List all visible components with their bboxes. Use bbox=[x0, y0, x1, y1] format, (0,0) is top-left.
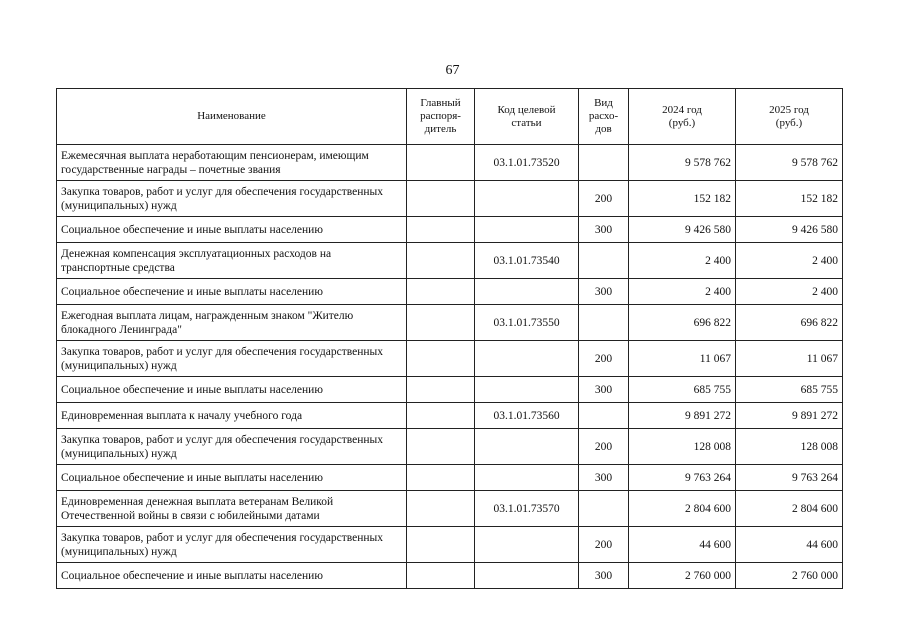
cell-code: 03.1.01.73540 bbox=[475, 243, 579, 279]
cell-type bbox=[579, 305, 629, 341]
cell-name: Ежегодная выплата лицам, награжденным знаком "Жителю блокадного Ленинграда" bbox=[57, 305, 407, 341]
header-code-line: статьи bbox=[511, 116, 542, 129]
header-admin-line: распоря- bbox=[420, 110, 461, 122]
cell-2024: 2 804 600 bbox=[629, 491, 736, 527]
cell-admin bbox=[407, 429, 475, 465]
cell-name: Денежная компенсация эксплуатационных расходов на транспортные средства bbox=[57, 243, 407, 279]
cell-type: 200 bbox=[579, 341, 629, 377]
cell-type: 300 bbox=[579, 563, 629, 589]
cell-2024: 2 400 bbox=[629, 243, 736, 279]
header-year-2024-line: 2024 год bbox=[662, 103, 702, 116]
cell-2025: 2 400 bbox=[736, 279, 843, 305]
cell-2025: 9 763 264 bbox=[736, 465, 843, 491]
cell-code bbox=[475, 377, 579, 403]
cell-type bbox=[579, 243, 629, 279]
cell-type: 300 bbox=[579, 465, 629, 491]
cell-2024: 9 763 264 bbox=[629, 465, 736, 491]
header-code-line: Код целевой bbox=[497, 103, 556, 116]
table-row bbox=[57, 465, 843, 491]
table-row bbox=[57, 145, 843, 181]
cell-name: Социальное обеспечение и иные выплаты населению bbox=[57, 217, 407, 243]
cell-2025: 685 755 bbox=[736, 377, 843, 403]
table-row bbox=[57, 377, 843, 403]
cell-admin bbox=[407, 563, 475, 589]
cell-name: Закупка товаров, работ и услуг для обеспечения государственных (муниципальных) нужд bbox=[57, 527, 407, 563]
cell-type: 300 bbox=[579, 377, 629, 403]
cell-2024: 44 600 bbox=[629, 527, 736, 563]
cell-2025: 9 891 272 bbox=[736, 403, 843, 429]
cell-2025: 152 182 bbox=[736, 181, 843, 217]
cell-code bbox=[475, 465, 579, 491]
cell-type: 200 bbox=[579, 181, 629, 217]
cell-admin bbox=[407, 491, 475, 527]
header-type-line: Вид bbox=[594, 97, 613, 109]
budget-table bbox=[56, 88, 843, 589]
header-year-2024-line: (руб.) bbox=[668, 116, 696, 129]
cell-2025: 9 578 762 bbox=[736, 145, 843, 181]
cell-name: Единовременная выплата к началу учебного года bbox=[57, 403, 407, 429]
table-row bbox=[57, 429, 843, 465]
cell-code: 03.1.01.73560 bbox=[475, 403, 579, 429]
cell-2025: 128 008 bbox=[736, 429, 843, 465]
cell-type: 200 bbox=[579, 429, 629, 465]
cell-name: Социальное обеспечение и иные выплаты населению bbox=[57, 563, 407, 589]
cell-type: 200 bbox=[579, 527, 629, 563]
cell-code bbox=[475, 429, 579, 465]
cell-code: 03.1.01.73550 bbox=[475, 305, 579, 341]
table-row bbox=[57, 491, 843, 527]
cell-type: 300 bbox=[579, 279, 629, 305]
cell-2024: 696 822 bbox=[629, 305, 736, 341]
cell-2025: 2 760 000 bbox=[736, 563, 843, 589]
cell-admin bbox=[407, 527, 475, 563]
header-year-2024 bbox=[629, 89, 736, 145]
cell-2025: 44 600 bbox=[736, 527, 843, 563]
cell-code bbox=[475, 217, 579, 243]
table-row bbox=[57, 181, 843, 217]
cell-name: Закупка товаров, работ и услуг для обеспечения государственных (муниципальных) нужд bbox=[57, 429, 407, 465]
cell-type: 300 bbox=[579, 217, 629, 243]
cell-name: Социальное обеспечение и иные выплаты населению bbox=[57, 377, 407, 403]
cell-admin bbox=[407, 403, 475, 429]
cell-2024: 9 426 580 bbox=[629, 217, 736, 243]
cell-code bbox=[475, 527, 579, 563]
header-admin-line: Главный bbox=[420, 97, 461, 109]
table-row bbox=[57, 341, 843, 377]
header-admin-line: дитель bbox=[424, 123, 457, 135]
cell-2025: 696 822 bbox=[736, 305, 843, 341]
header-admin bbox=[407, 89, 475, 145]
cell-code: 03.1.01.73520 bbox=[475, 145, 579, 181]
cell-admin bbox=[407, 465, 475, 491]
cell-code bbox=[475, 279, 579, 305]
cell-code bbox=[475, 563, 579, 589]
cell-2025: 2 804 600 bbox=[736, 491, 843, 527]
cell-2024: 9 578 762 bbox=[629, 145, 736, 181]
cell-code: 03.1.01.73570 bbox=[475, 491, 579, 527]
table-row bbox=[57, 305, 843, 341]
table-body bbox=[57, 145, 843, 589]
table-row bbox=[57, 527, 843, 563]
header-row bbox=[57, 89, 843, 145]
cell-2024: 11 067 bbox=[629, 341, 736, 377]
header-type bbox=[579, 89, 629, 145]
header-name-text: Наименование bbox=[197, 110, 266, 122]
cell-admin bbox=[407, 305, 475, 341]
cell-2024: 685 755 bbox=[629, 377, 736, 403]
cell-admin bbox=[407, 181, 475, 217]
cell-code bbox=[475, 181, 579, 217]
table-row bbox=[57, 279, 843, 305]
header-year-2025 bbox=[736, 89, 843, 145]
cell-type bbox=[579, 145, 629, 181]
page-number: 67 bbox=[445, 63, 460, 78]
header-code bbox=[475, 89, 579, 145]
cell-admin bbox=[407, 243, 475, 279]
cell-2024: 2 760 000 bbox=[629, 563, 736, 589]
cell-name: Закупка товаров, работ и услуг для обеспечения государственных (муниципальных) нужд bbox=[57, 181, 407, 217]
cell-2024: 128 008 bbox=[629, 429, 736, 465]
cell-2024: 2 400 bbox=[629, 279, 736, 305]
cell-name: Единовременная денежная выплата ветеранам Великой Отечественной войны в связи с юбилейными датами bbox=[57, 491, 407, 527]
cell-admin bbox=[407, 217, 475, 243]
header-year-2025-line: 2025 год bbox=[769, 103, 809, 116]
cell-type bbox=[579, 491, 629, 527]
header-year-2025-line: (руб.) bbox=[775, 116, 803, 129]
table-row bbox=[57, 563, 843, 589]
table-row bbox=[57, 403, 843, 429]
cell-name: Социальное обеспечение и иные выплаты населению bbox=[57, 465, 407, 491]
cell-2025: 11 067 bbox=[736, 341, 843, 377]
table-row bbox=[57, 243, 843, 279]
cell-admin bbox=[407, 145, 475, 181]
cell-name: Социальное обеспечение и иные выплаты населению bbox=[57, 279, 407, 305]
header-type-line: дов bbox=[595, 123, 612, 135]
cell-2024: 152 182 bbox=[629, 181, 736, 217]
table-row bbox=[57, 217, 843, 243]
cell-admin bbox=[407, 377, 475, 403]
header-name bbox=[57, 89, 407, 145]
cell-name: Закупка товаров, работ и услуг для обеспечения государственных (муниципальных) нужд bbox=[57, 341, 407, 377]
cell-type bbox=[579, 403, 629, 429]
cell-admin bbox=[407, 279, 475, 305]
cell-2025: 9 426 580 bbox=[736, 217, 843, 243]
cell-2025: 2 400 bbox=[736, 243, 843, 279]
cell-name: Ежемесячная выплата неработающим пенсионерам, имеющим государственные награды – почетные звания bbox=[57, 145, 407, 181]
header-type-line: расхо- bbox=[588, 110, 619, 122]
cell-2024: 9 891 272 bbox=[629, 403, 736, 429]
table-header bbox=[57, 89, 843, 145]
cell-code bbox=[475, 341, 579, 377]
cell-admin bbox=[407, 341, 475, 377]
